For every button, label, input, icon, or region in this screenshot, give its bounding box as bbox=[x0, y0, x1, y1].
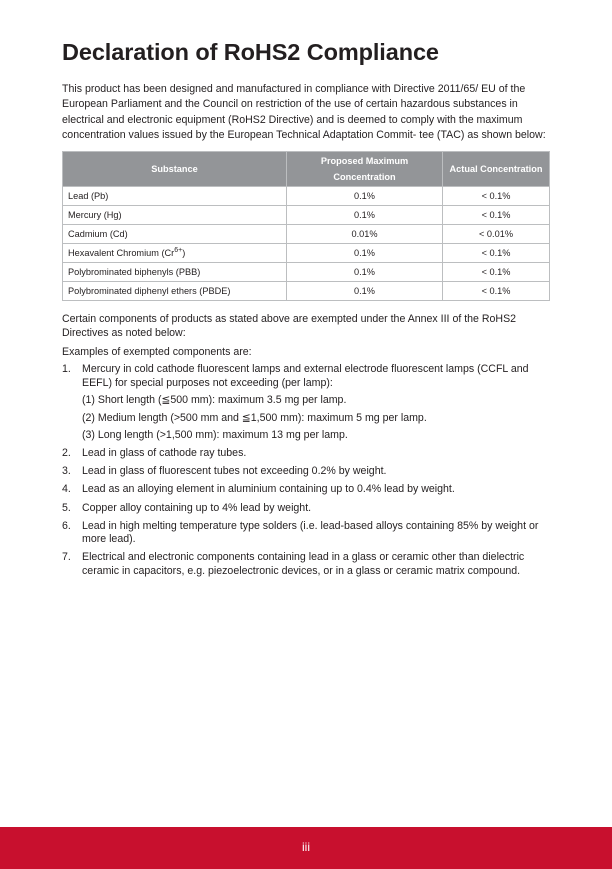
cell-substance: Cadmium (Cd) bbox=[63, 224, 287, 243]
page-title: Declaration of RoHS2 Compliance bbox=[62, 39, 439, 65]
page-number: iii bbox=[302, 840, 310, 854]
cell-actual: < 0.1% bbox=[443, 262, 550, 281]
list-item-number: 7. bbox=[62, 551, 71, 564]
list-item-number: 6. bbox=[62, 519, 71, 532]
list-item-number: 1. bbox=[62, 363, 71, 376]
sub-item: (1) Short length (≦500 mm): maximum 3.5 mg per lamp. bbox=[82, 394, 347, 407]
cell-actual: < 0.1% bbox=[443, 243, 550, 262]
list-item bbox=[62, 447, 550, 461]
list-item-text: Lead in glass of fluorescent tubes not exceeding 0.2% by weight. bbox=[82, 465, 387, 478]
list-item bbox=[62, 465, 550, 479]
table-row bbox=[63, 224, 550, 243]
footer-bar bbox=[0, 827, 612, 869]
examples-heading: Examples of exempted components are: bbox=[62, 345, 252, 358]
cell-proposed: 0.1% bbox=[287, 243, 443, 262]
cell-proposed: 0.1% bbox=[287, 186, 443, 205]
header-actual-concentration: Actual Concentration bbox=[443, 151, 550, 186]
cell-substance: Mercury (Hg) bbox=[63, 205, 287, 224]
cell-proposed: 0.1% bbox=[287, 205, 443, 224]
list-item bbox=[62, 363, 550, 443]
list-item-text: Mercury in cold cathode fluorescent lamps and external electrode fluorescent lamps (CCFL and EEFL) for special purposes not exceeding (per lamp): bbox=[82, 363, 529, 389]
list-item bbox=[62, 502, 550, 516]
list-item-text: Electrical and electronic components containing lead in a glass or ceramic other than dielectric ceramic in capacitors, e.g. piezoelectronic devices, or in a glass or ceramic matrix compound. bbox=[82, 551, 525, 577]
exemption-list bbox=[62, 363, 550, 578]
cell-substance: Polybrominated diphenyl ethers (PBDE) bbox=[63, 281, 287, 300]
list-item-text: Lead in glass of cathode ray tubes. bbox=[82, 447, 247, 460]
sub-item: (2) Medium length (>500 mm and ≦1,500 mm): maximum 5 mg per lamp. bbox=[82, 411, 427, 424]
substance-prefix: Hexavalent Chromium (Cr bbox=[68, 247, 175, 258]
list-item bbox=[62, 483, 550, 497]
table-row bbox=[63, 243, 550, 262]
cell-proposed: 0.1% bbox=[287, 281, 443, 300]
table-row bbox=[63, 205, 550, 224]
cell-proposed: 0.01% bbox=[287, 224, 443, 243]
exemption-paragraph: Certain components of products as stated above are exempted under the Annex III of the RoHS2 Directives as noted below: bbox=[62, 312, 517, 340]
sub-item: (3) Long length (>1,500 mm): maximum 13 mg per lamp. bbox=[82, 429, 348, 442]
list-item-number: 2. bbox=[62, 447, 71, 460]
cell-substance: Polybrominated biphenyls (PBB) bbox=[63, 262, 287, 281]
list-item-text: Copper alloy containing up to 4% lead by weight. bbox=[82, 501, 312, 514]
rohs-table bbox=[62, 151, 550, 301]
cell-actual: < 0.1% bbox=[443, 186, 550, 205]
cell-proposed: 0.1% bbox=[287, 262, 443, 281]
table-row bbox=[63, 186, 550, 205]
list-item-number: 5. bbox=[62, 501, 71, 514]
intro-paragraph: This product has been designed and manufactured in compliance with Directive 2011/65/ EU of the European Parliament and the Council on restriction of the use of certain hazardous substances in electrical and electronic equipment (RoHS2 Directive) and is deemed to comply with the maximum concentration values issued by the European Technical Adaptation Commit- tee (TAC) as shown below: bbox=[62, 83, 546, 142]
cell-actual: < 0.1% bbox=[443, 281, 550, 300]
cell-actual: < 0.1% bbox=[443, 205, 550, 224]
header-proposed-line1: Proposed Maximum bbox=[320, 155, 409, 166]
substance-superscript: 6+ bbox=[174, 246, 183, 254]
table-row bbox=[63, 262, 550, 281]
header-proposed-line2: Concentration bbox=[333, 171, 396, 182]
document-page bbox=[62, 38, 550, 583]
list-item-text: Lead in high melting temperature type solders (i.e. lead-based alloys containing 85% by weight or more lead). bbox=[82, 519, 539, 546]
table-header-row bbox=[63, 151, 550, 186]
list-item bbox=[62, 520, 550, 547]
list-item-number: 3. bbox=[62, 465, 71, 478]
header-substance: Substance bbox=[63, 151, 287, 186]
cell-substance: Lead (Pb) bbox=[63, 186, 287, 205]
list-item bbox=[62, 551, 550, 578]
table-row bbox=[63, 281, 550, 300]
list-item-text: Lead as an alloying element in aluminium containing up to 0.4% lead by weight. bbox=[82, 483, 455, 496]
cell-actual: < 0.01% bbox=[443, 224, 550, 243]
substance-suffix: ) bbox=[182, 247, 186, 258]
list-item-number: 4. bbox=[62, 483, 71, 496]
cell-substance bbox=[63, 243, 287, 262]
header-proposed-concentration bbox=[287, 151, 443, 186]
